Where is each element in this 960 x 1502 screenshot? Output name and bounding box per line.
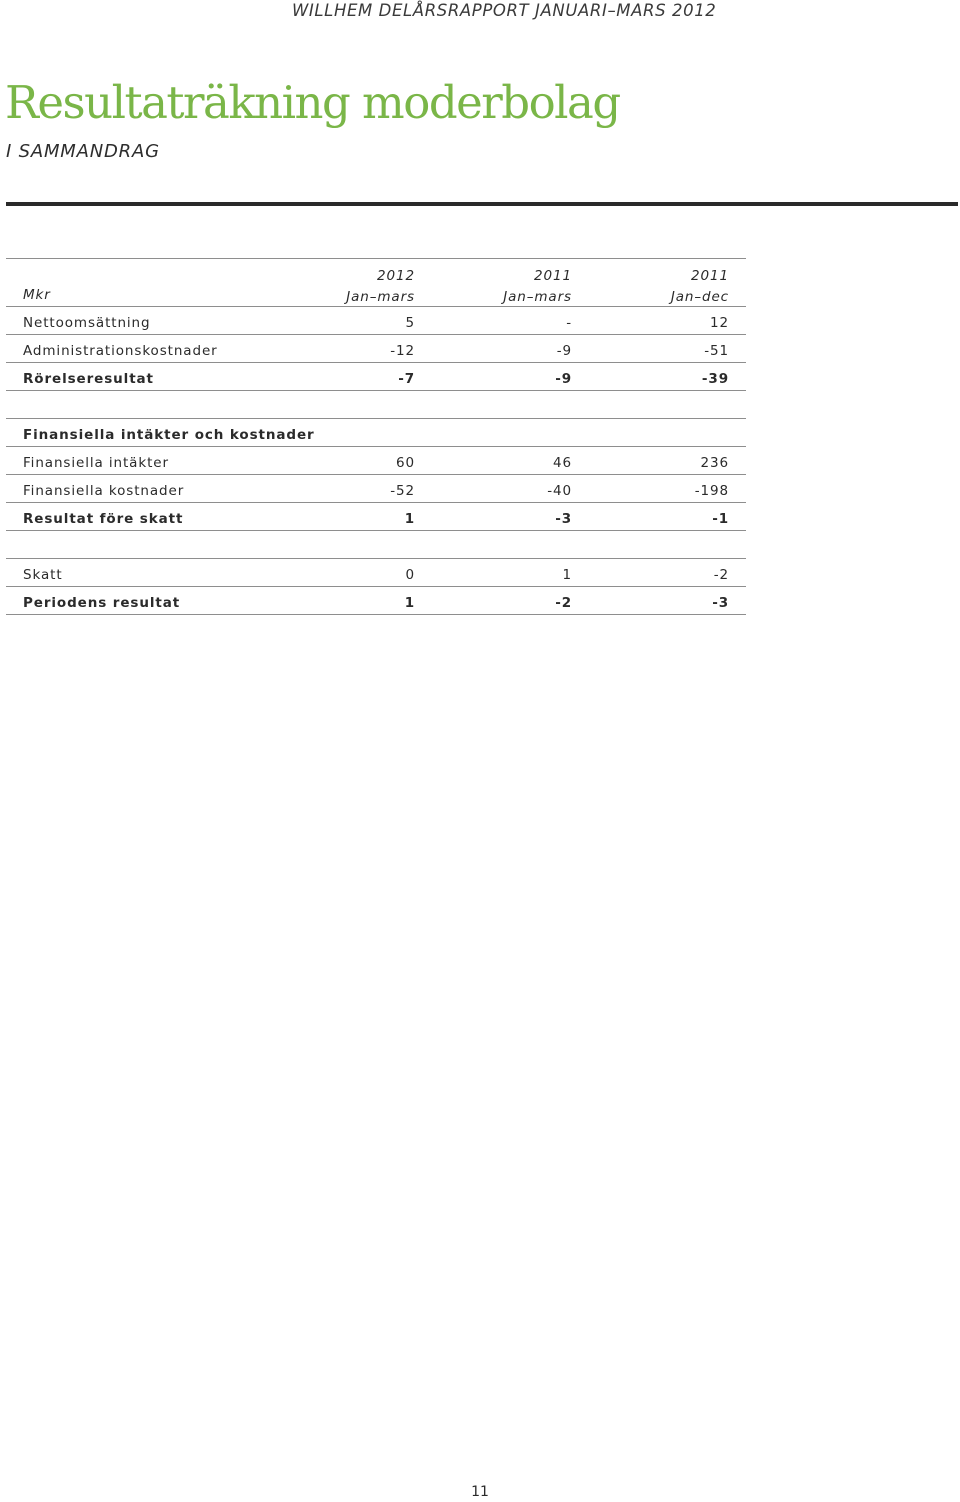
row-label: Skatt: [23, 567, 63, 583]
row-label: Finansiella kostnader: [23, 483, 185, 499]
row-label: Rörelseresultat: [23, 371, 154, 387]
row-value: -198: [694, 483, 729, 499]
row-value: -51: [704, 343, 729, 359]
row-value: -9: [555, 371, 572, 387]
row-label: Resultat före skatt: [23, 511, 184, 527]
row-value: -2: [713, 567, 729, 583]
row-value: -3: [712, 595, 729, 611]
income-statement-table: [6, 258, 746, 615]
row-value: -: [566, 315, 572, 331]
unit-label: Mkr: [23, 287, 51, 303]
table-spacer: [6, 531, 746, 558]
row-value: -52: [390, 483, 415, 499]
row-value: -12: [390, 343, 415, 359]
column-header-3: [671, 266, 729, 308]
row-value: 5: [405, 315, 415, 331]
column-year: 2012: [377, 268, 415, 284]
column-period: Jan–dec: [670, 289, 729, 305]
row-label: Periodens resultat: [23, 595, 181, 611]
row-value: -7: [398, 371, 415, 387]
row-value: -2: [555, 595, 572, 611]
section-heading: Finansiella intäkter och kostnader: [23, 427, 315, 443]
column-period: Jan–mars: [346, 289, 415, 305]
table-row: [6, 447, 746, 475]
row-value: -1: [712, 511, 729, 527]
row-value: -9: [556, 343, 572, 359]
table-row: [6, 475, 746, 503]
title-rule: [6, 202, 958, 206]
row-value: 1: [404, 511, 415, 527]
column-year: 2011: [534, 268, 572, 284]
row-value: 1: [404, 595, 415, 611]
row-value: -40: [547, 483, 572, 499]
row-value: 1: [562, 567, 572, 583]
table-row-total: [6, 587, 746, 615]
column-year: 2011: [691, 268, 729, 284]
table-row-total: [6, 503, 746, 531]
page-number: 11: [471, 1484, 489, 1500]
row-value: 236: [700, 455, 729, 471]
row-value: 0: [405, 567, 415, 583]
row-label: Nettoomsättning: [23, 315, 151, 331]
row-value: -39: [701, 371, 729, 387]
row-value: 60: [396, 455, 415, 471]
table-header-row: [6, 258, 746, 307]
page-subtitle: I SAMMANDRAG: [6, 141, 160, 162]
row-label: Finansiella intäkter: [23, 455, 169, 471]
section-heading-row: [6, 418, 746, 447]
column-header-1: [346, 266, 415, 308]
row-value: -3: [555, 511, 572, 527]
row-value: 12: [710, 315, 729, 331]
row-label: Administrationskostnader: [23, 343, 218, 359]
page-title: Resultaträkning moderbolag: [5, 76, 620, 129]
running-header: WILLHEM DELÅRSRAPPORT JANUARI–MARS 2012: [292, 1, 717, 20]
row-value: 46: [553, 455, 572, 471]
table-spacer: [6, 391, 746, 418]
column-header-2: [503, 266, 572, 308]
column-period: Jan–mars: [503, 289, 572, 305]
table-row-total: [6, 363, 746, 391]
table-row: [6, 335, 746, 363]
table-row: [6, 558, 746, 587]
table-row: [6, 307, 746, 335]
